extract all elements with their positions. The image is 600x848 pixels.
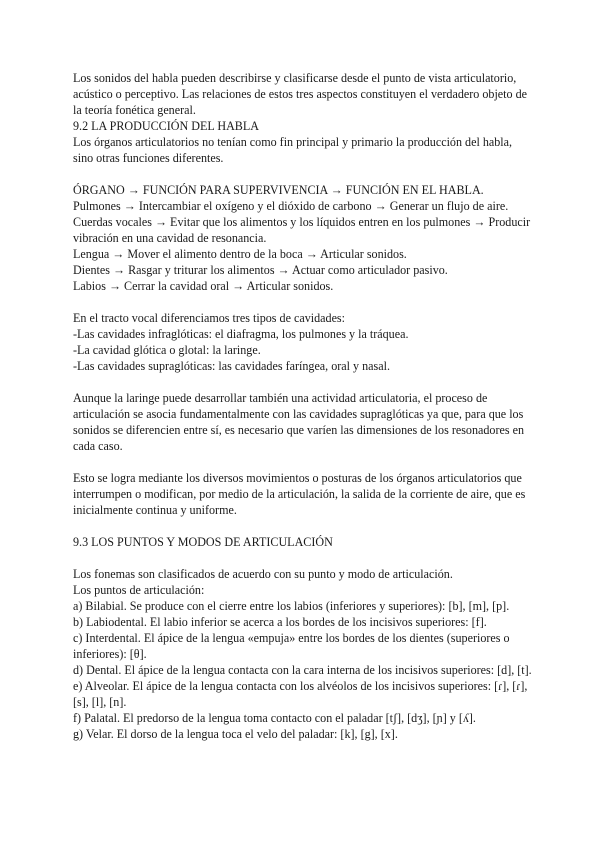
cavity-item: -Las cavidades infraglóticas: el diafragma, los pulmones y la tráquea. (73, 327, 409, 341)
articulation-point-item: f) Palatal. El predorso de la lengua toma contacto con el paladar [tʃ], [dʒ], [ɲ] y [ʎ]. (73, 711, 476, 725)
section-9-2-text: Los órganos articulatorios no tenían como fin principal y primario la producción del habla, sino otras funciones diferentes. (73, 135, 513, 165)
cavity-item: -La cavidad glótica o glotal: la laringe. (73, 343, 261, 357)
articulation-point-item: d) Dental. El ápice de la lengua contacta con la cara interna de los incisivos superiores: [d], [t]. (73, 663, 532, 677)
articulation-point-item: b) Labiodental. El labio inferior se acerca a los bordes de los incisivos superiores: [f]. (73, 615, 487, 629)
organs-header: ÓRGANO → FUNCIÓN PARA SUPERVIVENCIA → FUNCIÓN EN EL HABLA. (73, 183, 484, 197)
organ-line: Dientes → Rasgar y triturar los alimentos → Actuar como articulador pasivo. (73, 263, 448, 277)
cavities-intro: En el tracto vocal diferenciamos tres tipos de cavidades: (73, 311, 346, 325)
articulation-point-item: a) Bilabial. Se produce con el cierre entre los labios (inferiores y superiores): [b], [m], [p]. (73, 599, 510, 613)
organ-line: Pulmones → Intercambiar el oxígeno y el dióxido de carbono → Generar un flujo de aire. (73, 199, 509, 213)
section-9-3-intro: Los fonemas son clasificados de acuerdo con su punto y modo de articulación. (73, 567, 453, 581)
articulation-point-item: g) Velar. El dorso de la lengua toca el velo del paladar: [k], [g], [x]. (73, 727, 398, 741)
organ-line: Cuerdas vocales → Evitar que los alimentos y los líquidos entren en los pulmones → Producir vibración en una cavidad de resonancia. (73, 215, 531, 245)
larynx-paragraph: Aunque la laringe puede desarrollar también una actividad articulatoria, el proceso de articulación se asocia fundamentalmente con las cavidades supraglóticas ya que, para que los sonidos se diferencien entre sí, es necesario que varíen las dimensiones de los resonadores en cada caso. (73, 391, 525, 453)
articulation-point-item: c) Interdental. El ápice de la lengua «empuja» entre los bordes de los dientes (superiores o inferiores): [θ]. (73, 631, 510, 661)
section-9-3-subintro: Los puntos de articulación: (73, 583, 205, 597)
intro-paragraph: Los sonidos del habla pueden describirse y clasificarse desde el punto de vista articulatorio, acústico o perceptivo. Las relaciones de estos tres aspectos constituyen el verdadero objeto de la teoría fonética general. (73, 71, 528, 117)
section-heading-9-3: 9.3 LOS PUNTOS Y MODOS DE ARTICULACIÓN (73, 535, 333, 549)
document-page (73, 70, 533, 742)
organ-line: Lengua → Mover el alimento dentro de la boca → Articular sonidos. (73, 247, 407, 261)
section-heading-9-2: 9.2 LA PRODUCCIÓN DEL HABLA (73, 119, 259, 133)
movements-paragraph: Esto se logra mediante los diversos movimientos o posturas de los órganos articulatorios que interrumpen o modifican, por medio de la articulación, la salida de la corriente de aire, que es inicialmente continua y uniforme. (73, 471, 526, 517)
organ-line: Labios → Cerrar la cavidad oral → Articular sonidos. (73, 279, 334, 293)
cavity-item: -Las cavidades supraglóticas: las cavidades faríngea, oral y nasal. (73, 359, 390, 373)
articulation-point-item: e) Alveolar. El ápice de la lengua contacta con los alvéolos de los incisivos superiores: [ɾ], [ɾ], [s], [l], [n]. (73, 679, 528, 709)
